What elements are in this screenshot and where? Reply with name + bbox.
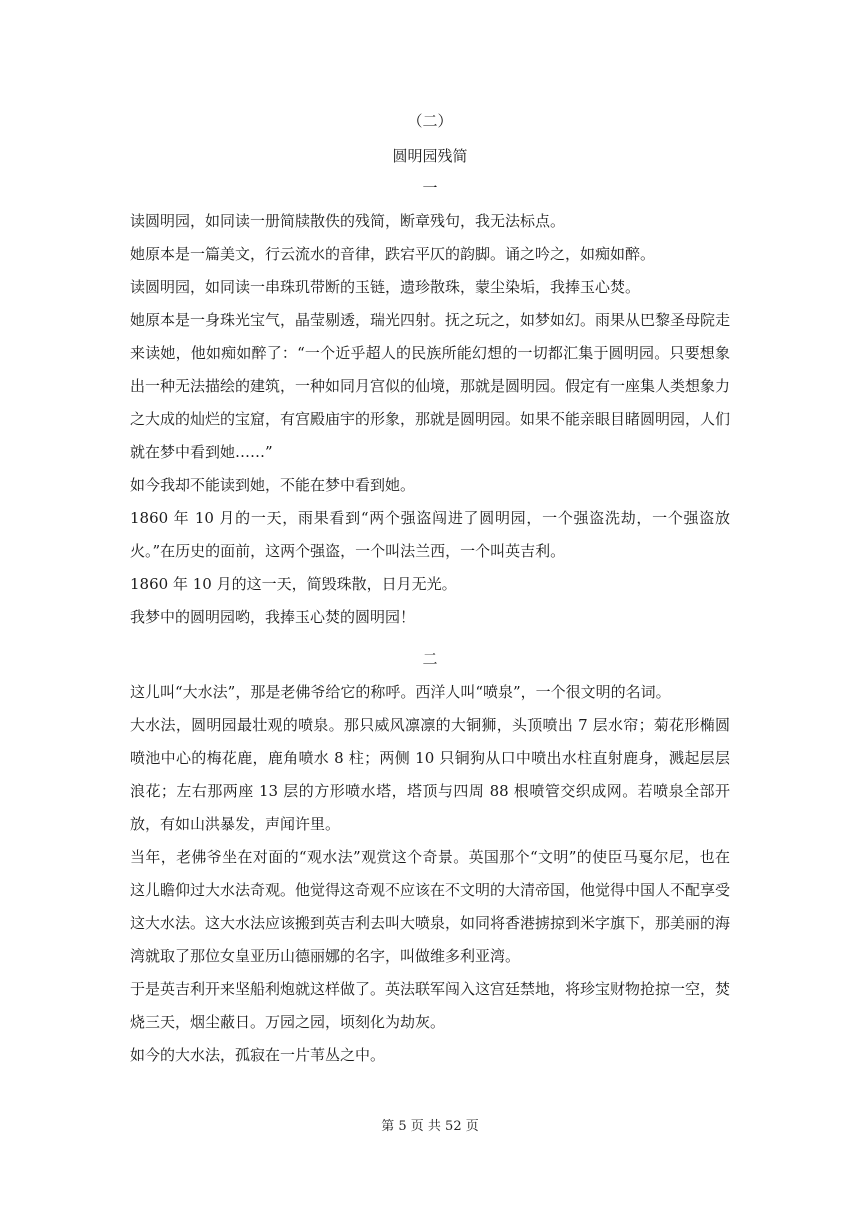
- paragraph: 她原本是一篇美文，行云流水的音律，跌宕平仄的韵脚。诵之吟之，如痴如醉。: [130, 245, 656, 263]
- paragraph: 她原本是一身珠光宝气，晶莹剔透，瑞光四射。抚之玩之，如梦如幻。雨果从巴黎圣母院走来读她，他如痴如醉了：“一个近乎超人的民族所能幻想的一切都汇集于圆明园。只要想象出一种无法描绘的建筑，一种如同月宫似的仙境，那就是圆明园。假定有一座集人类想象力之大成的灿烂的宝窟，有宫殿庙宇的形象，那就是圆明园。如果不能亲眼目睹圆明园，人们就在梦中看到她……”: [130, 311, 731, 461]
- article-title: 圆明园残简: [392, 147, 468, 165]
- page-footer: 第 5 页 共 52 页: [381, 1119, 479, 1134]
- paragraph: 我梦中的圆明园哟，我捧玉心焚的圆明园！: [130, 608, 416, 626]
- paragraph: 读圆明园，如同读一串珠玑带断的玉链，遗珍散珠，蒙尘染垢，我捧玉心焚。: [130, 278, 641, 296]
- paragraph: 1860 年 10 月的一天，雨果看到“两个强盗闯进了圆明园，一个强盗洗劫，一个强盗放火。”在历史的面前，这两个强盗，一个叫法兰西，一个叫英吉利。: [130, 509, 730, 560]
- paragraph: 1860 年 10 月的这一天，简毁珠散，日月无光。: [130, 575, 457, 593]
- part-number-two: 二: [422, 650, 438, 668]
- paragraph: 大水法，圆明园最壮观的喷泉。那只威风凛凛的大铜狮，头顶喷出 7 层水帘；菊花形椭圆喷池中心的梅花鹿，鹿角喷水 8 柱；两侧 10 只铜狗从口中喷出水柱直射鹿身，溅起层层浪花；左右那两座 13 层的方形喷水塔，塔顶与四周 88 根喷管交织成网。若喷泉全部开放，有如山洪暴发，声闻许里。: [130, 716, 730, 833]
- paragraph: 这儿叫“大水法”，那是老佛爷给它的称呼。西洋人叫“喷泉”，一个很文明的名词。: [130, 683, 671, 701]
- paragraph: 读圆明园，如同读一册简牍散佚的残简，断章残句，我无法标点。: [130, 212, 566, 230]
- paragraph: 如今我却不能读到她，不能在梦中看到她。: [130, 476, 416, 494]
- paragraph: 当年，老佛爷坐在对面的“观水法”观赏这个奇景。英国那个“文明”的使臣马戛尔尼，也在这儿瞻仰过大水法奇观。他觉得这奇观不应该在不文明的大清帝国，他觉得中国人不配享受这大水法。这大水法应该搬到英吉利去叫大喷泉，如同将香港掳掠到米字旗下，那美丽的海湾就取了那位女皇亚历山德丽娜的名字，叫做维多利亚湾。: [130, 848, 731, 965]
- paragraph: 如今的大水法，孤寂在一片苇丛之中。: [130, 1046, 386, 1064]
- paragraph: 于是英吉利开来坚船利炮就这样做了。英法联军闯入这宫廷禁地，将珍宝财物抢掠一空，焚烧三天，烟尘蔽日。万园之园，顷刻化为劫灰。: [130, 980, 731, 1031]
- section-label: （二）: [407, 112, 453, 130]
- part-number-one: 一: [422, 179, 438, 197]
